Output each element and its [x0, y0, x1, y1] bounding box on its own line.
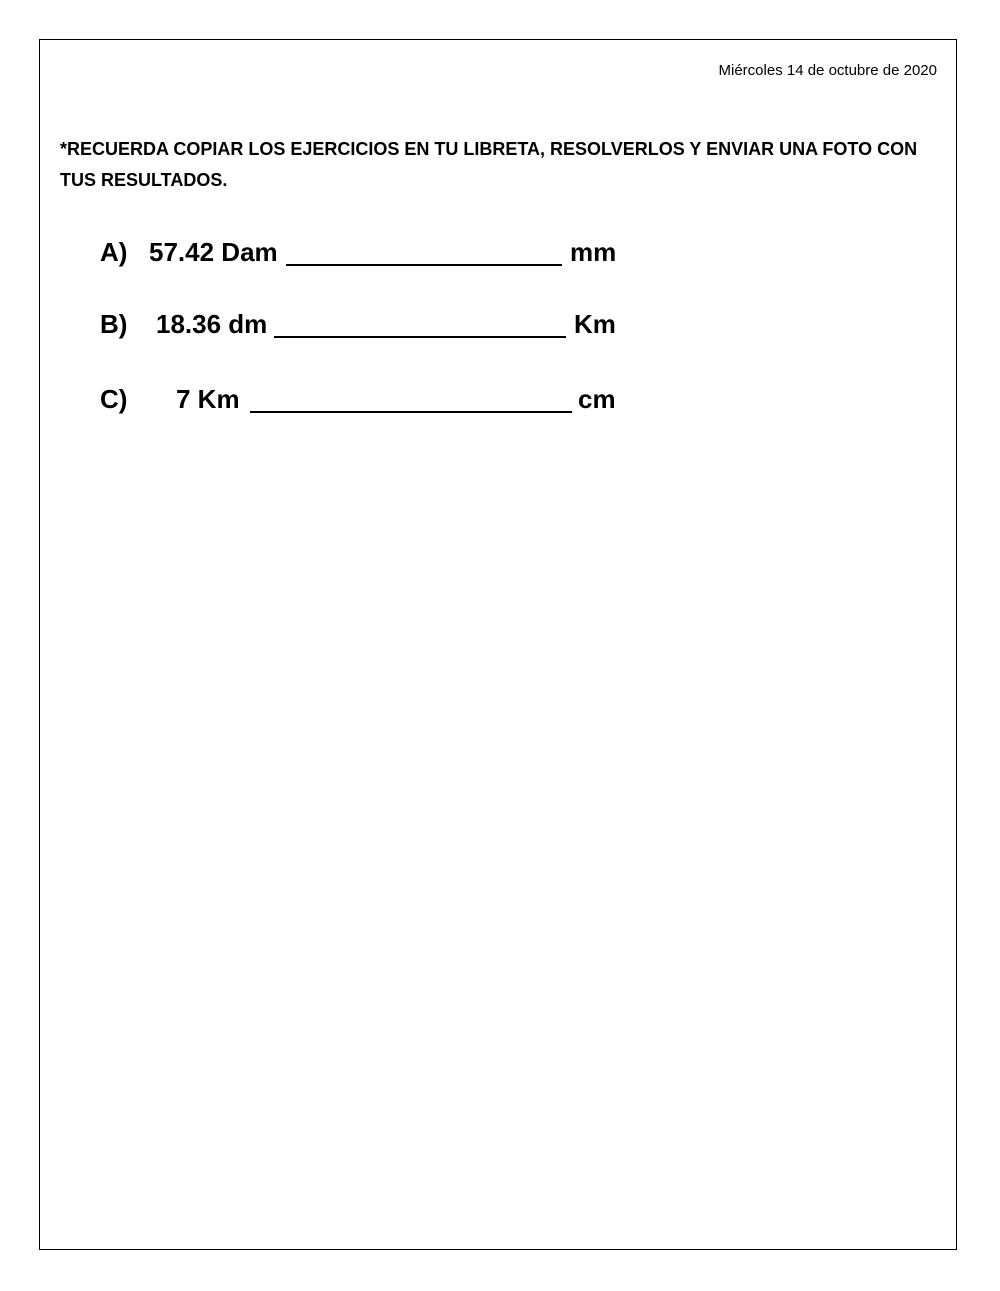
answer-blank-line — [286, 232, 562, 272]
exercise-target-unit: Km — [574, 309, 616, 339]
exercise-letter: A) — [100, 237, 128, 267]
answer-blank-line — [274, 304, 566, 344]
exercise-quantity: 18.36 dm — [156, 309, 268, 339]
answer-blank-line — [250, 379, 572, 419]
date-label: Miércoles 14 de octubre de 2020 — [718, 62, 937, 79]
exercise-quantity: 7 Km — [176, 384, 240, 414]
worksheet-page — [39, 39, 957, 1250]
instructions-text: *RECUERDA COPIAR LOS EJERCICIOS EN TU LIBRETA, RESOLVERLOS Y ENVIAR UNA FOTO CON TUS RESULTADOS. — [60, 139, 918, 190]
exercise-target-unit: mm — [570, 237, 617, 267]
exercise-quantity: 57.42 Dam — [149, 237, 278, 267]
exercise-target-unit: cm — [578, 384, 616, 414]
exercise-letter: B) — [100, 309, 128, 339]
exercise-letter: C) — [100, 384, 128, 414]
